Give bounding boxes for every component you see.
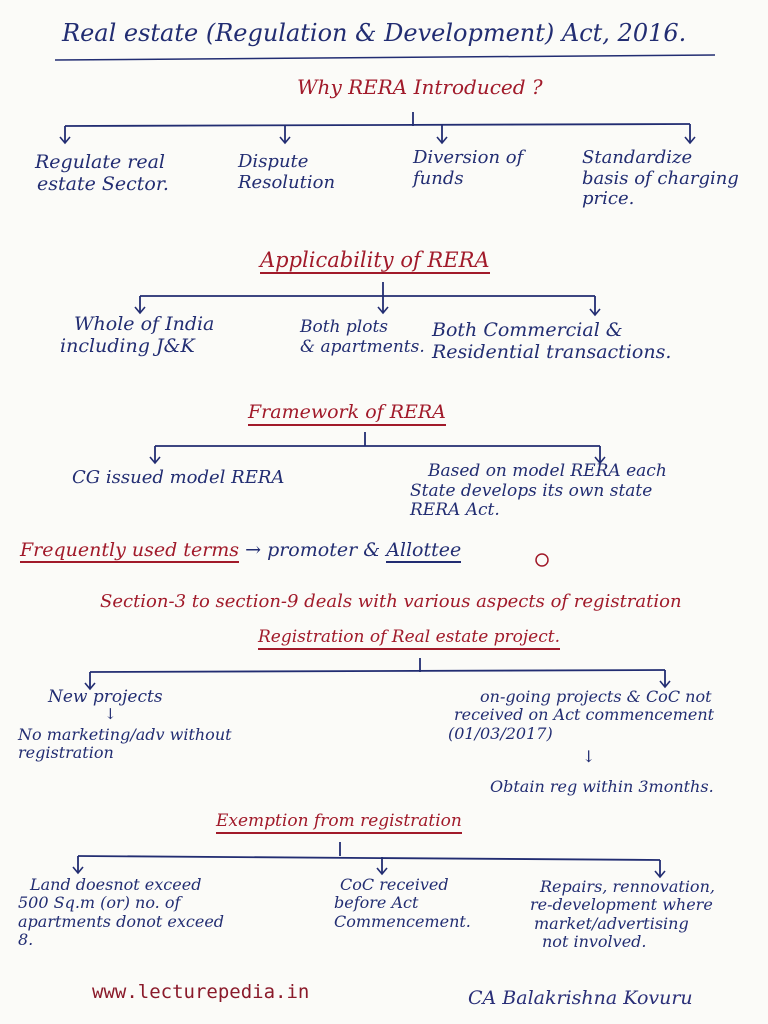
why-heading: Why RERA Introduced ?	[297, 75, 543, 99]
why-item-line: estate Sector.	[37, 172, 169, 195]
exemption-item-coc	[334, 876, 471, 931]
registration-ongoing	[448, 688, 714, 743]
applicability-item-plots	[300, 318, 425, 357]
terms-label: Frequently used terms	[20, 539, 240, 561]
exemption-heading: Exemption from registration	[216, 812, 462, 834]
exemption-item-line: not involved.	[542, 932, 647, 952]
exemption-item-line: 500 Sq.m (or) no. of	[18, 893, 181, 913]
applicability-item-line: Both plots	[300, 317, 389, 337]
arrow-down-icon: ↓	[582, 747, 596, 766]
framework-right-line: RERA Act.	[410, 500, 500, 521]
exemption-item-line: Repairs, rennovation,	[540, 877, 715, 896]
why-item-line: price.	[582, 188, 635, 210]
applicability-item-line: Both Commercial &	[432, 319, 623, 341]
term-amp: &	[363, 539, 381, 561]
registration-ongoing-line: received on Act commencement	[454, 705, 715, 725]
exemption-item-line: Commencement.	[334, 911, 471, 931]
why-item-line: Regulate real	[35, 151, 166, 173]
why-item-dispute	[238, 152, 335, 193]
applicability-heading: Applicability of RERA	[260, 248, 490, 274]
term-promoter: promoter	[267, 539, 358, 561]
exemption-item-line: re-development where	[530, 895, 713, 915]
registration-new-line: registration	[18, 743, 114, 763]
why-item-line: basis of charging	[582, 167, 739, 189]
why-item-standardize	[582, 148, 739, 210]
exemption-item-line: before Act	[334, 893, 419, 913]
registration-heading: Registration of Real estate project.	[258, 628, 560, 650]
framework-right-line: State develops its own state	[410, 480, 653, 501]
registration-new-title: New projects	[48, 687, 163, 707]
exemption-item-line: CoC received	[340, 875, 449, 894]
why-item-diversion	[413, 148, 523, 189]
why-item-line: Standardize	[582, 147, 693, 168]
registration-new-line: No marketing/adv without	[18, 725, 232, 744]
page-title: Real estate (Regulation & Development) Act, 2016.	[62, 19, 687, 47]
registration-ongoing-line: (01/03/2017)	[448, 723, 553, 743]
applicability-item-commercial	[432, 320, 671, 364]
arrow-down-icon: ↓	[104, 705, 117, 723]
sections-note: Section-3 to section-9 deals with various aspects of registration	[100, 591, 682, 612]
exemption-item-land	[18, 876, 224, 950]
terms-row	[20, 540, 461, 562]
why-item-line: Diversion of	[413, 147, 524, 168]
term-allottee: Allottee	[386, 539, 462, 561]
footer-author: CA Balakrishna Kovuru	[468, 987, 693, 1009]
framework-right-line: Based on model RERA each	[428, 461, 667, 481]
applicability-item-line: including J&K	[60, 334, 195, 357]
arrow-right-icon: →	[245, 539, 262, 561]
framework-heading: Framework of RERA	[248, 402, 446, 426]
why-item-line: Resolution	[238, 171, 336, 193]
exemption-item-repairs	[530, 878, 715, 952]
why-item-line: Dispute	[238, 151, 309, 172]
exemption-item-line: Land doesnot exceed	[30, 875, 202, 894]
why-item-line: funds	[413, 167, 464, 189]
applicability-item-line: Whole of India	[74, 313, 215, 335]
exemption-item-line: 8.	[18, 930, 34, 950]
registration-ongoing-result: Obtain reg within 3months.	[490, 777, 714, 796]
applicability-item-line: & apartments.	[300, 336, 425, 357]
framework-right	[410, 462, 667, 521]
registration-ongoing-line: on-going projects & CoC not	[480, 687, 712, 706]
registration-new-desc	[18, 726, 232, 763]
exemption-item-line: apartments donot exceed	[18, 911, 225, 931]
footer-website: www.lecturepedia.in	[92, 981, 310, 1003]
applicability-item-line: Residential transactions.	[432, 340, 672, 363]
why-item-regulate	[35, 152, 169, 196]
framework-left: CG issued model RERA	[72, 467, 285, 488]
applicability-item-india	[60, 314, 214, 358]
exemption-item-line: market/advertising	[534, 913, 689, 933]
